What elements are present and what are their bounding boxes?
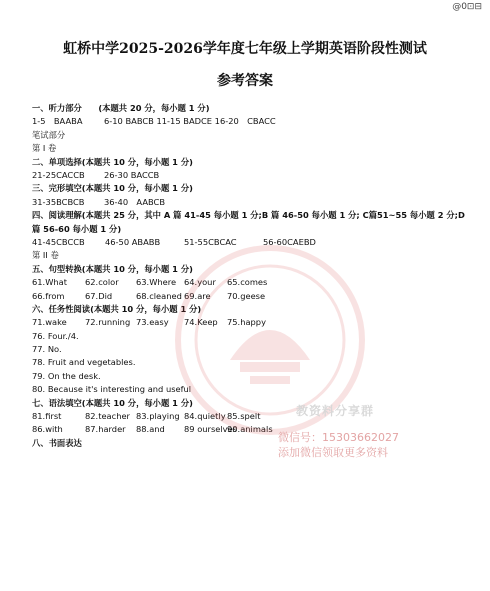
answer-line [32, 115, 472, 128]
answer-item: 65.comes [227, 277, 268, 288]
answer-line [32, 410, 472, 423]
section-heading: 六、任务性阅读(本题共 10 分，每小题 1 分) [32, 303, 202, 314]
answer-item: 84.quietly [184, 411, 226, 422]
answer-list [32, 102, 472, 450]
answer-line: 第 I 卷 [32, 143, 57, 154]
section-heading: 二、单项选择(本题共 10 分，每小题 1 分) [32, 156, 193, 167]
answer-item: 1-5 BAABA [32, 116, 83, 127]
answer-item: 89 ourselves [184, 424, 238, 435]
answer-line: 80. Because it's interesting and useful [32, 384, 192, 395]
answer-item: 46-50 ABABB [105, 236, 161, 247]
answer-line [32, 236, 472, 249]
answer-item: 66.from [32, 290, 65, 301]
answer-item: 86.with [32, 424, 63, 435]
answer-item: 87.harder [85, 424, 126, 435]
answer-item: 73.easy [136, 317, 169, 328]
answer-item: 85.spelt [227, 411, 261, 422]
answer-line: 笔试部分 [32, 129, 66, 140]
answer-item: 72.running [85, 317, 131, 328]
section-heading: 五、句型转换(本题共 10 分，每小题 1 分) [32, 263, 193, 274]
answer-item: 51-55CBCAC [184, 236, 237, 247]
answer-item: 70.geese [227, 290, 266, 301]
answer-item: 63.Where [136, 277, 177, 288]
answer-item: 69.are [184, 290, 211, 301]
answer-item: 83.playing [136, 411, 180, 422]
answer-item: 81.first [32, 411, 62, 422]
section-heading: 七、语法填空(本题共 10 分，每小题 1 分) [32, 397, 193, 408]
answer-line [32, 316, 472, 329]
answer-item: 64.your [184, 277, 216, 288]
answer-line: 76. Four./4. [32, 330, 79, 341]
answer-line [32, 169, 472, 182]
answer-line: 第 II 卷 [32, 250, 59, 261]
answer-line: 78. Fruit and vegetables. [32, 357, 136, 368]
answer-item: 62.color [85, 277, 119, 288]
answer-item: 56-60CAEBD [263, 236, 316, 247]
answer-line: 77. No. [32, 344, 62, 355]
answer-line: 79. On the desk. [32, 370, 101, 381]
answer-item: 31-35BCBCB [32, 196, 85, 207]
section-heading: 四、阅读理解(本题共 25 分，其中 A 篇 41-45 每小题 1 分;B 篇 46-50 每小题 1 分; C篇51~55 每小题 2 分;D 篇 56-60 每小题 1 分) [32, 210, 465, 234]
answer-item: 88.and [136, 424, 165, 435]
page-title: 虹桥中学2025-2026学年度七年级上学期英语阶段性测试 [63, 41, 427, 57]
watermark-brand: 教资料分享群 [296, 404, 375, 418]
answer-item: 61.What [32, 277, 67, 288]
answer-item: 21-25CACCB [32, 169, 85, 180]
corner-icons: @0⊡⊟ [452, 2, 482, 12]
answer-item: 90.animals [227, 424, 273, 435]
contact-line: 添加微信领取更多资料 [278, 446, 388, 459]
answer-item: 82.teacher [85, 411, 130, 422]
answer-line [32, 196, 472, 209]
answer-item: 36-40 AABCB [104, 196, 166, 207]
section-heading: 一、听力部分 (本题共 20 分，每小题 1 分) [32, 103, 210, 113]
page-subtitle: 参考答案 [217, 73, 273, 89]
answer-item: 41-45CBCCB [32, 236, 85, 247]
watermark-contact [278, 430, 428, 460]
answer-item: 75.happy [227, 317, 266, 328]
answer-item: 68.cleaned [136, 290, 182, 301]
answer-line [32, 290, 472, 303]
answer-item: 71.wake [32, 317, 67, 328]
answer-item: 6-10 BABCB 11-15 BADCE 16-20 CBACC [104, 116, 276, 127]
answer-item: 67.Did [85, 290, 113, 301]
contact-line: 微信号：15303662027 [278, 431, 399, 444]
section-heading: 三、完形填空(本题共 10 分，每小题 1 分) [32, 183, 193, 194]
answer-item: 26-30 BACCB [104, 169, 160, 180]
section-heading: 八、书面表达 [32, 437, 82, 448]
answer-line [32, 276, 472, 289]
answer-item: 74.Keep [184, 317, 218, 328]
